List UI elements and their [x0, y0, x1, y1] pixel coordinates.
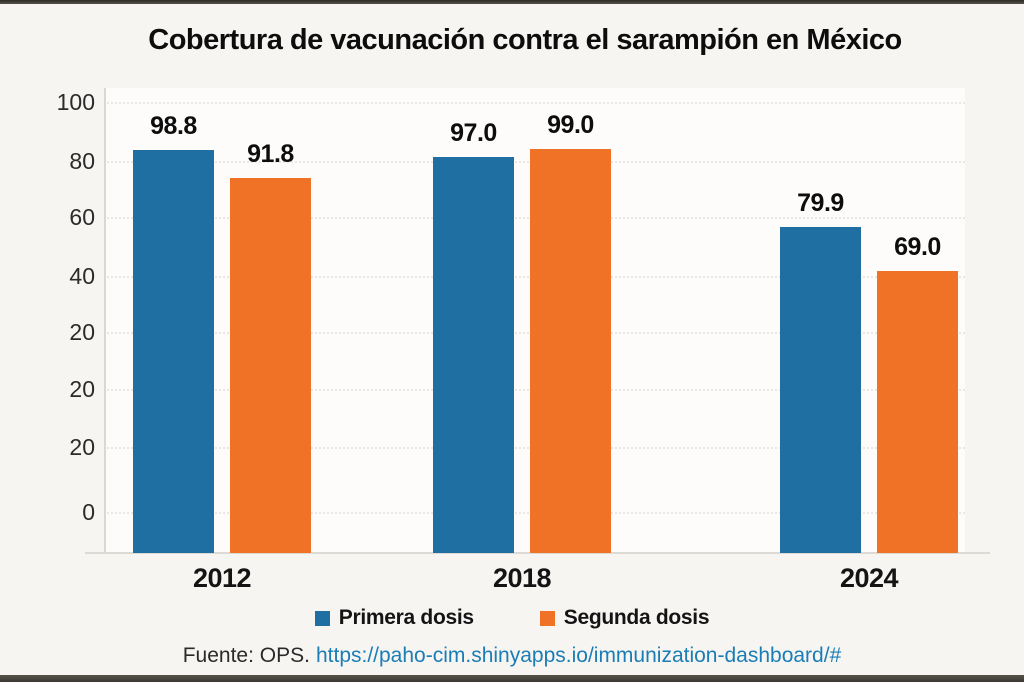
- y-axis-tick-label: 20: [69, 376, 95, 402]
- legend-item: [315, 606, 474, 630]
- y-axis-tick-label: 40: [69, 263, 95, 289]
- y-axis-tick-label: 20: [69, 319, 95, 345]
- legend-item: [540, 606, 709, 630]
- bar-value-label: 91.8: [247, 140, 294, 168]
- y-axis-tick-label: 60: [69, 204, 95, 230]
- bar-2012-segunda-dosis: [230, 178, 311, 553]
- bar-2024-primera-dosis: [780, 227, 861, 553]
- source-link[interactable]: https://paho-cim.shinyapps.io/immunization-dashboard/#: [315, 644, 842, 667]
- legend-swatch-icon: [315, 611, 330, 626]
- bar-2018-primera-dosis: [433, 157, 514, 553]
- legend-label: Segunda dosis: [563, 606, 710, 629]
- y-axis-line: [104, 88, 106, 553]
- gridline: [107, 102, 965, 104]
- source-label: Fuente: OPS.: [182, 644, 310, 667]
- legend-swatch-icon: [540, 611, 555, 626]
- x-axis-category-label: 2012: [192, 563, 252, 593]
- y-axis-tick-label: 20: [69, 434, 95, 460]
- source-footer: [0, 644, 1024, 668]
- chart-legend: [0, 606, 1024, 630]
- bar-2018-segunda-dosis: [530, 149, 611, 553]
- bar-2012-primera-dosis: [133, 150, 214, 553]
- chart-title: Cobertura de vacunación contra el sarampión en México: [148, 24, 902, 56]
- bar-value-label: 97.0: [450, 119, 497, 147]
- x-axis-category-label: 2018: [492, 563, 552, 593]
- bar-value-label: 99.0: [547, 111, 594, 139]
- y-axis-tick-label: 100: [56, 89, 95, 115]
- bar-value-label: 79.9: [797, 189, 844, 217]
- y-axis-tick-label: 80: [69, 148, 95, 174]
- bar-value-label: 69.0: [894, 233, 941, 261]
- bar-2024-segunda-dosis: [877, 271, 958, 553]
- x-axis-category-label: 2024: [839, 563, 899, 593]
- y-axis-tick-label: 0: [82, 499, 95, 525]
- bar-value-label: 98.8: [150, 112, 197, 140]
- legend-label: Primera dosis: [338, 606, 474, 629]
